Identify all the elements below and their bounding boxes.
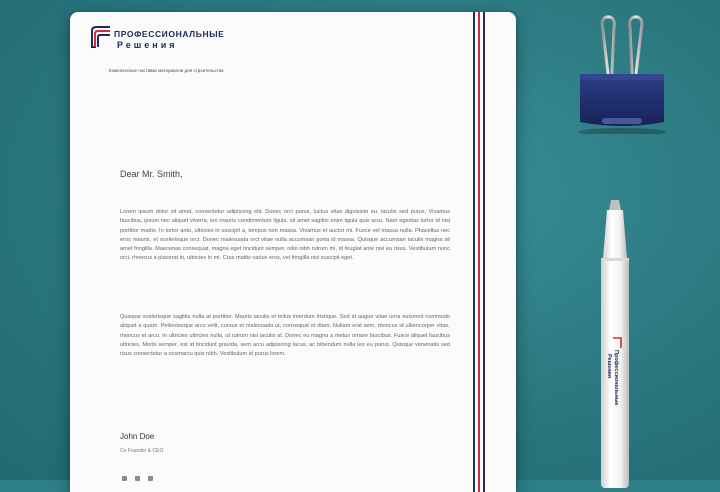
signature-title: Co Founder & CEO xyxy=(120,448,164,454)
logo-title-line1: ПРОФЕССИОНАЛЬНЫЕ xyxy=(114,29,225,39)
pen-logo-line2: Решения xyxy=(606,354,612,379)
letter-greeting: Dear Mr. Smith, xyxy=(120,169,183,179)
branded-pen-icon xyxy=(585,198,645,488)
stripe-navy-2 xyxy=(483,12,485,492)
logo-title-line2: Решения xyxy=(117,40,178,50)
letter-paragraph-2: Quisque scelerisque sagittis nulla at porttitor. Mauris iaculis et tellus interdum tristique. Sed id augue vitae urna euismod commodo aliquet a quam. Pellentesque arcu velit, cursus et malesuada ut, consequat et diam. Nullam erat sem, rhoncus id ullamcorper vitae, rhoncus et arcu. In ultricies ultricies nulla, ut rutrum nisi iaculis at. Donec eu magna a metus ornare faucibus. Fusce aliquet faucibus ultricies. Morbi semper, est id tincidunt gravida, sem arcu adipiscing lacus, ac bibendum nulla leo eu purus. Quisque venenatis sed risus consectetur a cosmarcu quis nibh. Vestibulum id purus lorem. xyxy=(120,314,450,358)
pen-logo-line1: Профессиональные xyxy=(613,350,619,406)
company-logo xyxy=(90,25,280,75)
letterhead-paper xyxy=(70,12,516,492)
twitter-icon xyxy=(135,476,140,481)
linkedin-icon xyxy=(148,476,153,481)
logo-tagline: Комплексные поставки материалов для строительства xyxy=(109,68,224,73)
social-icons xyxy=(122,476,153,481)
logo-mark-icon xyxy=(90,25,112,51)
stripe-navy-1 xyxy=(473,12,475,492)
signature-name: John Doe xyxy=(120,432,155,441)
stripe-red xyxy=(478,12,480,492)
facebook-icon xyxy=(122,476,127,481)
letter-paragraph-1: Lorem ipsum dolor sit amet, consectetur adipiscing elit. Donec orci purus, luctus vitae dignissim eu, iaculis sed purus. Vivamus faucibus, ipsum nec aliquet viverra, leo mauris condimentum ligula, sit amet sagittis enim ligula quis arcu. Nam egestas tortor id nisi porttitor mattis. In tortor ante, ultricies in suscipit a, tempus non massa. Vivamus et auctor mi. Fusce vel massa nulla. Phasellus nec eros mauris, et scelerisque orci. Donec malesuada orci vitae nulla accumsan porta id massa. Quisque accumsan iaculis magna sit amet fringilla. Maecenas consequat, magna eget tincidunt semper, odio nibh rutrum mi, id feugiat ante nisi eu risus. Vestibulum nunc orci, rhoncus a placerat in, ultricies in mi. Cras mattis varius eros, vel fringilla nisi suscipit eget. xyxy=(120,209,450,262)
binder-clip-icon xyxy=(572,14,672,134)
